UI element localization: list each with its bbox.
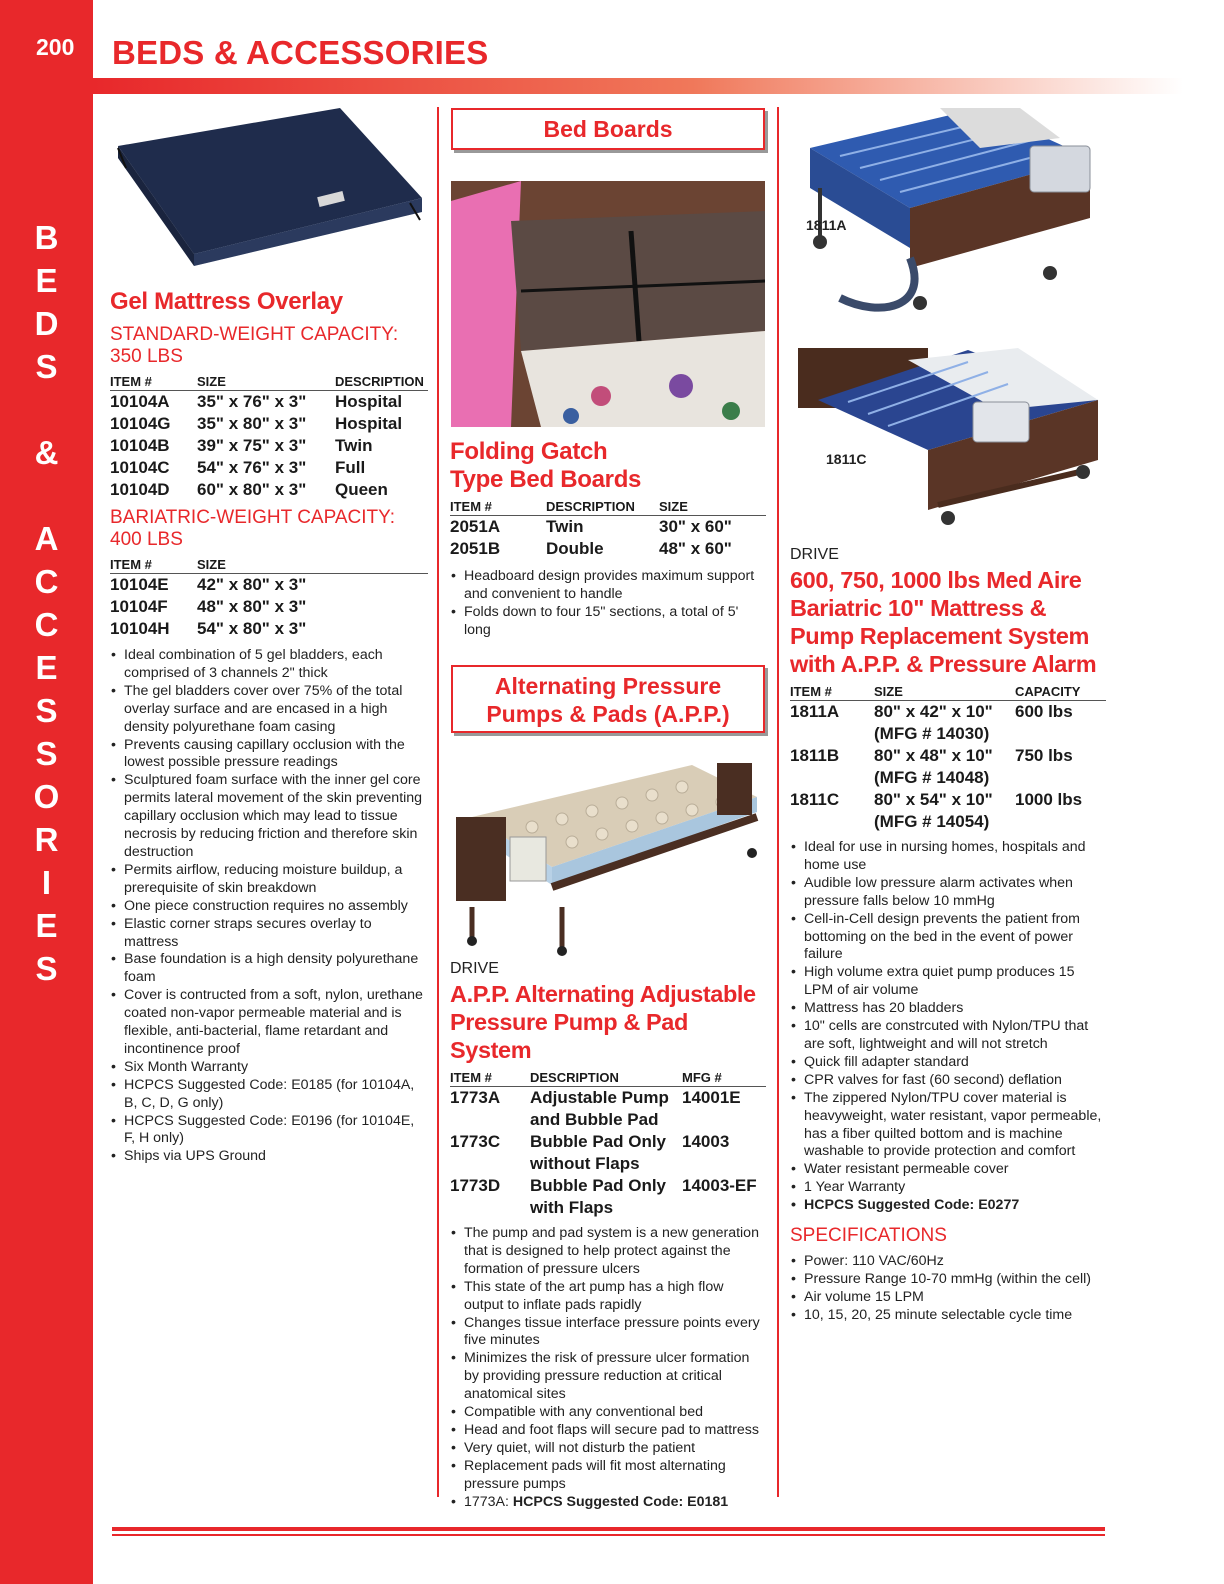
caption-1811a: 1811A	[806, 217, 847, 233]
list-item: • HCPCS Suggested Code: E0196 (for 10104E, F, H only)	[110, 1113, 426, 1149]
item-number: 2051A	[450, 517, 501, 536]
med-aire-table	[790, 684, 1106, 833]
list-item: • Cell-in-Cell design prevents the patient from bottoming on the bed in the event of power failure	[790, 911, 1106, 965]
side-letter: S	[35, 692, 58, 729]
size: 54" x 76" x 3"	[197, 458, 307, 477]
column-header: ITEM #	[450, 499, 546, 516]
app-bed-image	[452, 757, 764, 957]
table-row	[110, 457, 428, 479]
med-aire-title	[790, 566, 1106, 678]
description: Adjustable Pump and Bubble Pad	[530, 1088, 669, 1129]
item-number: 1811B	[790, 746, 840, 765]
list-item: • Water resistant permeable cover	[790, 1161, 1106, 1179]
side-letter: C	[34, 563, 59, 600]
side-letter: E	[35, 262, 58, 299]
list-item: • Folds down to four 15" sections, a total of 5' long	[450, 604, 766, 640]
bariatric-capacity-heading: BARIATRIC-WEIGHT CAPACITY: 400 LBS	[110, 507, 396, 550]
side-letter: C	[34, 606, 59, 643]
gatch-title-line: Folding Gatch	[450, 438, 608, 465]
app-title-line: Pressure Pump & Pad System	[450, 1009, 688, 1063]
side-letter: R	[34, 821, 59, 858]
column-header: ITEM #	[790, 684, 874, 701]
list-item: • Pressure Range 10-70 mmHg (within the cell)	[790, 1271, 1106, 1289]
column-header: SIZE	[197, 557, 428, 574]
list-item: • Six Month Warranty	[110, 1059, 426, 1077]
capacity: 750 lbs	[1015, 746, 1073, 765]
item-number: 1811A	[790, 702, 840, 721]
size	[874, 745, 1015, 789]
list-item: • CPR valves for fast (60 second) deflation	[790, 1072, 1106, 1090]
list-item: • Prevents causing capillary occlusion with the lowest possible pressure readings	[110, 737, 426, 773]
capacity: 600 lbs	[1015, 702, 1073, 721]
column-header: ITEM #	[110, 557, 197, 574]
side-letter: S	[35, 950, 58, 987]
caption-1811c: 1811C	[826, 451, 867, 467]
table-row	[110, 574, 428, 597]
list-item	[450, 1494, 766, 1512]
gel-mattress-title: Gel Mattress Overlay	[110, 288, 343, 315]
column-header: MFG #	[682, 1070, 766, 1087]
size: 35" x 76" x 3"	[197, 392, 307, 411]
description: Bubble Pad Only without Flaps	[530, 1132, 667, 1173]
item-number: 10104G	[110, 414, 171, 433]
size	[874, 789, 1015, 833]
list-item: • Permits airflow, reducing moisture buildup, a prerequisite of skin breakdown	[110, 862, 426, 898]
item-number: 10104B	[110, 436, 170, 455]
description: Twin	[546, 517, 584, 536]
list-item: • Power: 110 VAC/60Hz	[790, 1253, 1106, 1271]
item-number: 1773D	[450, 1176, 501, 1195]
column-header: SIZE	[874, 684, 1015, 701]
description: Hospital	[335, 392, 403, 411]
item-number: 1773A	[450, 1088, 501, 1107]
app-title	[450, 980, 766, 1064]
header-gradient-rule	[93, 78, 1183, 94]
app-heading-box	[451, 665, 765, 733]
gatch-features	[450, 568, 766, 640]
list-item: • Compatible with any conventional bed	[450, 1404, 766, 1422]
column-divider	[437, 107, 439, 1497]
list-item: • The zippered Nylon/TPU cover material is heavyweight, water resistant, vapor permeable, has a fiber quilted bottom and is machine washable to provide protection and comfort	[790, 1090, 1106, 1162]
mfg-number: (MFG # 14054)	[874, 812, 990, 831]
list-item: • Ships via UPS Ground	[110, 1148, 426, 1166]
list-item: • The gel bladders cover over 75% of the total overlay surface and are encased in a high density polyurethane foam casing	[110, 683, 426, 737]
hcpcs-code: HCPCS Suggested Code: E0181	[512, 1493, 729, 1510]
app-features	[450, 1225, 766, 1512]
list-item: • Replacement pads will fit most alternating pressure pumps	[450, 1458, 766, 1494]
bed-1811a-image	[800, 108, 1100, 318]
list-item: • Very quiet, will not disturb the patient	[450, 1440, 766, 1458]
side-letter: S	[35, 735, 58, 772]
table-row	[450, 1175, 766, 1219]
list-item: • Minimizes the risk of pressure ulcer formation by providing pressure reduction at critical anatomical sites	[450, 1350, 766, 1404]
list-item: • 10" cells are constrcuted with Nylon/TPU that are soft, lightweight and will not stretch	[790, 1018, 1106, 1054]
column-header: DESCRIPTION	[546, 499, 659, 516]
med-aire-title-line: Pump Replacement System	[790, 623, 1090, 649]
item-number: 10104A	[110, 392, 170, 411]
list-item: • Changes tissue interface pressure points every five minutes	[450, 1315, 766, 1351]
specifications-heading: SPECIFICATIONS	[790, 1225, 947, 1247]
table-row	[790, 701, 1106, 746]
table-row	[110, 618, 428, 640]
side-letter: S	[35, 348, 58, 385]
mfg-number: (MFG # 14048)	[874, 768, 990, 787]
mfg-number: (MFG # 14030)	[874, 724, 990, 743]
bariatric-weight-table	[110, 557, 428, 640]
list-item: • Base foundation is a high density polyurethane foam	[110, 951, 426, 987]
side-letter: B	[34, 219, 59, 256]
side-letter: &	[34, 434, 59, 471]
app-system-section	[450, 960, 766, 1512]
description: Full	[335, 458, 366, 477]
size-value: 80" x 48" x 10"	[874, 746, 993, 765]
table-row	[110, 413, 428, 435]
table-row	[450, 1087, 766, 1132]
list-item: • Quick fill adapter standard	[790, 1054, 1106, 1072]
size: 30" x 60"	[659, 517, 732, 536]
med-aire-features	[790, 839, 1106, 1215]
app-brand: DRIVE	[450, 960, 499, 977]
med-aire-brand: DRIVE	[790, 546, 839, 563]
size	[874, 701, 1015, 746]
app-title-line: A.P.P. Alternating Adjustable	[450, 981, 756, 1007]
gatch-bed-boards-section	[450, 438, 766, 640]
table-row	[450, 516, 766, 539]
mfg-number: 14003	[682, 1132, 730, 1151]
side-letter	[0, 474, 93, 517]
description: Twin	[335, 436, 373, 455]
list-item: • Headboard design provides maximum support and convenient to handle	[450, 568, 766, 604]
side-letter: E	[35, 649, 58, 686]
gatch-title	[450, 438, 766, 494]
standard-capacity-heading: STANDARD-WEIGHT CAPACITY: 350 LBS	[110, 324, 399, 367]
size: 42" x 80" x 3"	[197, 575, 307, 594]
table-row	[790, 745, 1106, 789]
table-row	[450, 1131, 766, 1175]
app-heading-line: Pumps & Pads (A.P.P.)	[486, 701, 730, 727]
item-number: 2051B	[450, 539, 501, 558]
specifications-list	[790, 1253, 1106, 1325]
size: 39" x 75" x 3"	[197, 436, 307, 455]
description: Double	[546, 539, 604, 558]
side-letter: E	[35, 907, 58, 944]
item-number: 10104F	[110, 597, 168, 616]
gatch-title-line: Type Bed Boards	[450, 466, 642, 493]
item-number: 10104E	[110, 575, 169, 594]
column-header: DESCRIPTION	[530, 1070, 682, 1087]
list-item: • 1 Year Warranty	[790, 1179, 1106, 1197]
med-aire-section	[790, 546, 1106, 1325]
list-item: • Head and foot flaps will secure pad to mattress	[450, 1422, 766, 1440]
list-item: • Elastic corner straps secures overlay to mattress	[110, 916, 426, 952]
list-item: • Sculptured foam surface with the inner gel core permits lateral movement of the skin preventing capillary occlusion which may lead to tissue necrosis by reducing friction and therefore skin destruction	[110, 772, 426, 862]
column-divider	[777, 107, 779, 1497]
side-letter: A	[34, 520, 59, 557]
size: 60" x 80" x 3"	[197, 480, 307, 499]
app-heading-line: Alternating Pressure	[494, 673, 722, 699]
app-table	[450, 1070, 766, 1219]
side-letter: I	[41, 864, 52, 901]
side-letter	[0, 388, 93, 431]
side-letter: O	[33, 778, 60, 815]
column-header: ITEM #	[450, 1070, 530, 1087]
item-number: 10104D	[110, 480, 170, 499]
item-number: 10104C	[110, 458, 170, 477]
item-number: 10104H	[110, 619, 170, 638]
bed-1811c-image	[798, 340, 1100, 530]
column-header: DESCRIPTION	[335, 374, 428, 391]
list-item: • This state of the art pump has a high flow output to inflate pads rapidly	[450, 1279, 766, 1315]
mfg-number: 14001E	[682, 1088, 741, 1107]
list-item: • HCPCS Suggested Code: E0277	[790, 1197, 1106, 1215]
list-item: • HCPCS Suggested Code: E0185 (for 10104A, B, C, D, G only)	[110, 1077, 426, 1113]
table-row	[790, 789, 1106, 833]
mfg-number: 14003-EF	[682, 1176, 757, 1195]
table-row	[450, 538, 766, 560]
list-item: • Cover is contructed from a soft, nylon, urethane coated non-vapor permeable material and is flexible, anti-bacterial, flame retardant and incontinence proof	[110, 987, 426, 1059]
table-row	[110, 391, 428, 414]
table-row	[110, 435, 428, 457]
gatch-table	[450, 499, 766, 560]
list-item: • The pump and pad system is a new generation that is designed to help protect against the formation of pressure ulcers	[450, 1225, 766, 1279]
bed-boards-heading-box: Bed Boards	[451, 108, 765, 150]
med-aire-title-line: with A.P.P. & Pressure Alarm	[790, 651, 1097, 677]
item-number: 1811C	[790, 790, 840, 809]
page-number: 200	[36, 34, 75, 60]
med-aire-title-line: Bariatric 10" Mattress &	[790, 595, 1047, 621]
side-letter: D	[34, 305, 59, 342]
gel-mattress-image	[110, 108, 426, 278]
item-number: 1773C	[450, 1132, 501, 1151]
table-row	[110, 479, 428, 501]
standard-weight-table	[110, 374, 428, 501]
med-aire-title-line: 600, 750, 1000 lbs Med Aire	[790, 567, 1082, 593]
description: Queen	[335, 480, 388, 499]
size-value: 80" x 42" x 10"	[874, 702, 993, 721]
size-value: 80" x 54" x 10"	[874, 790, 993, 809]
description: Hospital	[335, 414, 403, 433]
column-header: SIZE	[659, 499, 766, 516]
size: 48" x 80" x 3"	[197, 597, 307, 616]
column-header: CAPACITY	[1015, 684, 1106, 701]
list-item: • One piece construction requires no assembly	[110, 898, 426, 916]
footer-rule	[112, 1534, 1105, 1536]
list-item: • High volume extra quiet pump produces 15 LPM of air volume	[790, 964, 1106, 1000]
capacity: 1000 lbs	[1015, 790, 1083, 809]
size: 54" x 80" x 3"	[197, 619, 307, 638]
list-item: • 10, 15, 20, 25 minute selectable cycle time	[790, 1307, 1106, 1325]
footer-rule	[112, 1527, 1105, 1531]
list-item: • Air volume 15 LPM	[790, 1289, 1106, 1307]
section-title: BEDS & ACCESSORIES	[112, 34, 489, 71]
description: Bubble Pad Only with Flaps	[530, 1176, 667, 1217]
size: 48" x 60"	[659, 539, 732, 558]
hcpcs-prefix: 1773A:	[464, 1493, 513, 1510]
list-item: • Ideal for use in nursing homes, hospitals and home use	[790, 839, 1106, 875]
table-row	[110, 596, 428, 618]
column-header: SIZE	[197, 374, 335, 391]
side-section-title	[0, 216, 93, 990]
size: 35" x 80" x 3"	[197, 414, 307, 433]
column-header: ITEM #	[110, 374, 197, 391]
list-item: • Ideal combination of 5 gel bladders, each comprised of 3 channels 2" thick	[110, 647, 426, 683]
list-item: • Audible low pressure alarm activates when pressure falls below 10 mmHg	[790, 875, 1106, 911]
bed-board-image	[451, 181, 765, 427]
gel-mattress-features	[110, 647, 426, 1166]
gel-mattress-section	[110, 288, 428, 1166]
list-item: • Mattress has 20 bladders	[790, 1000, 1106, 1018]
